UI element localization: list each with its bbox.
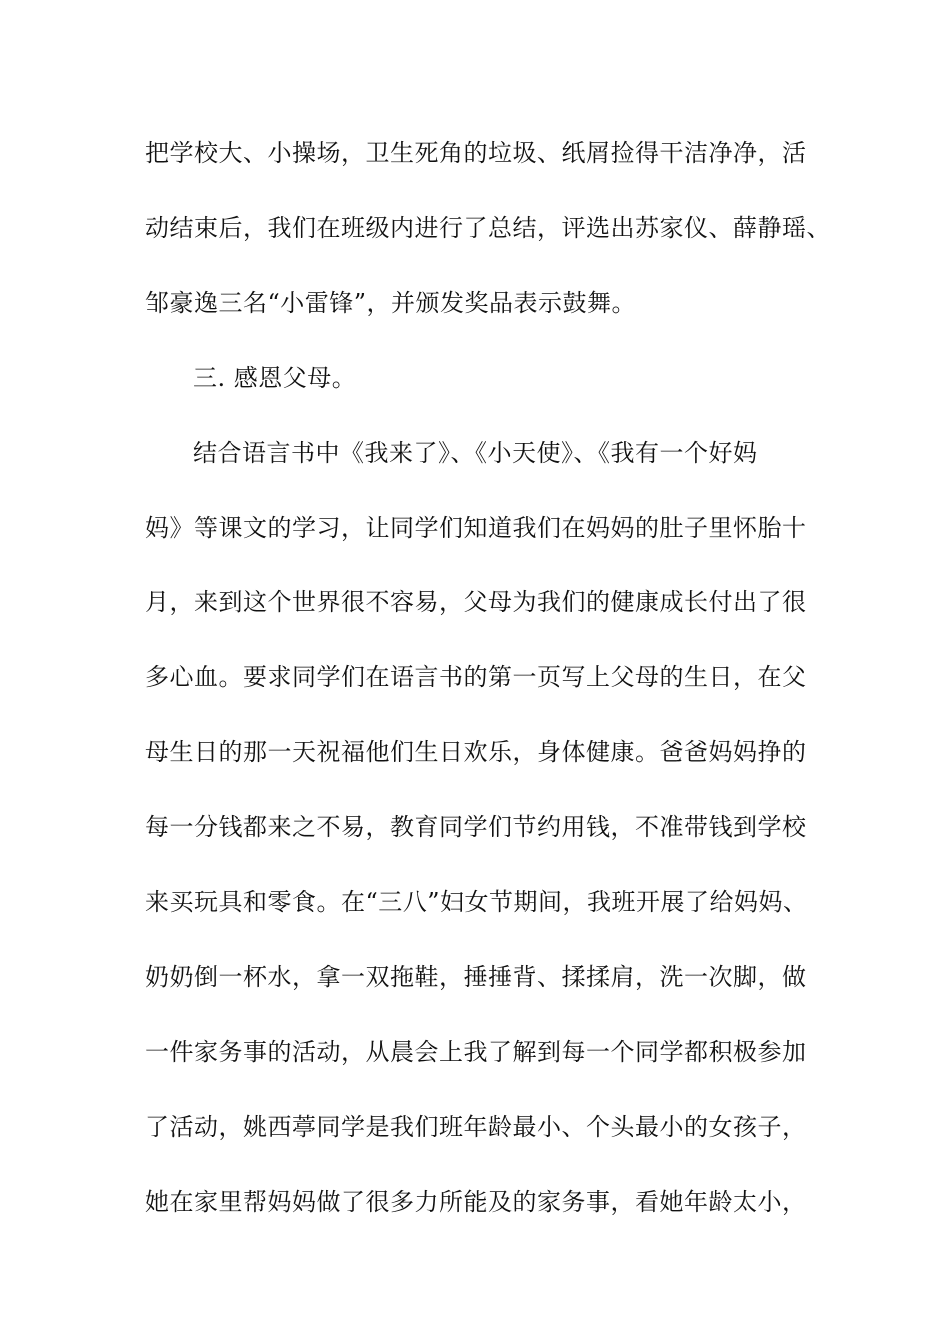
text-line-8: 多心血。要求同学们在语言书的第一页写上父母的生日，在父 bbox=[145, 663, 807, 691]
text-line-7: 月，来到这个世界很不容易，父母为我们的健康成长付出了很 bbox=[145, 588, 807, 616]
text-line-9: 母生日的那一天祝福他们生日欢乐，身体健康。爸爸妈妈挣的 bbox=[145, 738, 807, 766]
text-line-14: 了活动，姚西葶同学是我们班年龄最小、个头最小的女孩子， bbox=[145, 1113, 807, 1141]
text-line-15: 她在家里帮妈妈做了很多力所能及的家务事，看她年龄太小， bbox=[145, 1188, 807, 1216]
text-line-11: 来买玩具和零食。在“三八”妇女节期间，我班开展了给妈妈、 bbox=[145, 888, 808, 916]
text-line-3: 邹豪逸三名“小雷锋”，并颁发奖品表示鼓舞。 bbox=[145, 289, 637, 317]
text-line-1: 把学校大、小操场，卫生死角的垃圾、纸屑捡得干洁净净，活 bbox=[145, 139, 807, 167]
text-line-2: 动结束后，我们在班级内进行了总结，评选出苏家仪、薛静瑶、 bbox=[145, 214, 831, 242]
text-line-10: 每一分钱都来之不易，教育同学们节约用钱，不准带钱到学校 bbox=[145, 813, 807, 841]
section-heading: 三. 感恩父母。 bbox=[193, 364, 357, 392]
text-line-13: 一件家务事的活动，从晨会上我了解到每一个同学都积极参加 bbox=[145, 1038, 807, 1066]
text-line-12: 奶奶倒一杯水，拿一双拖鞋，捶捶背、揉揉肩，洗一次脚，做 bbox=[145, 963, 807, 991]
text-line-6: 妈》等课文的学习，让同学们知道我们在妈妈的肚子里怀胎十 bbox=[145, 514, 807, 542]
text-line-5: 结合语言书中《我来了》、《小天使》、《我有一个好妈 bbox=[193, 439, 758, 467]
